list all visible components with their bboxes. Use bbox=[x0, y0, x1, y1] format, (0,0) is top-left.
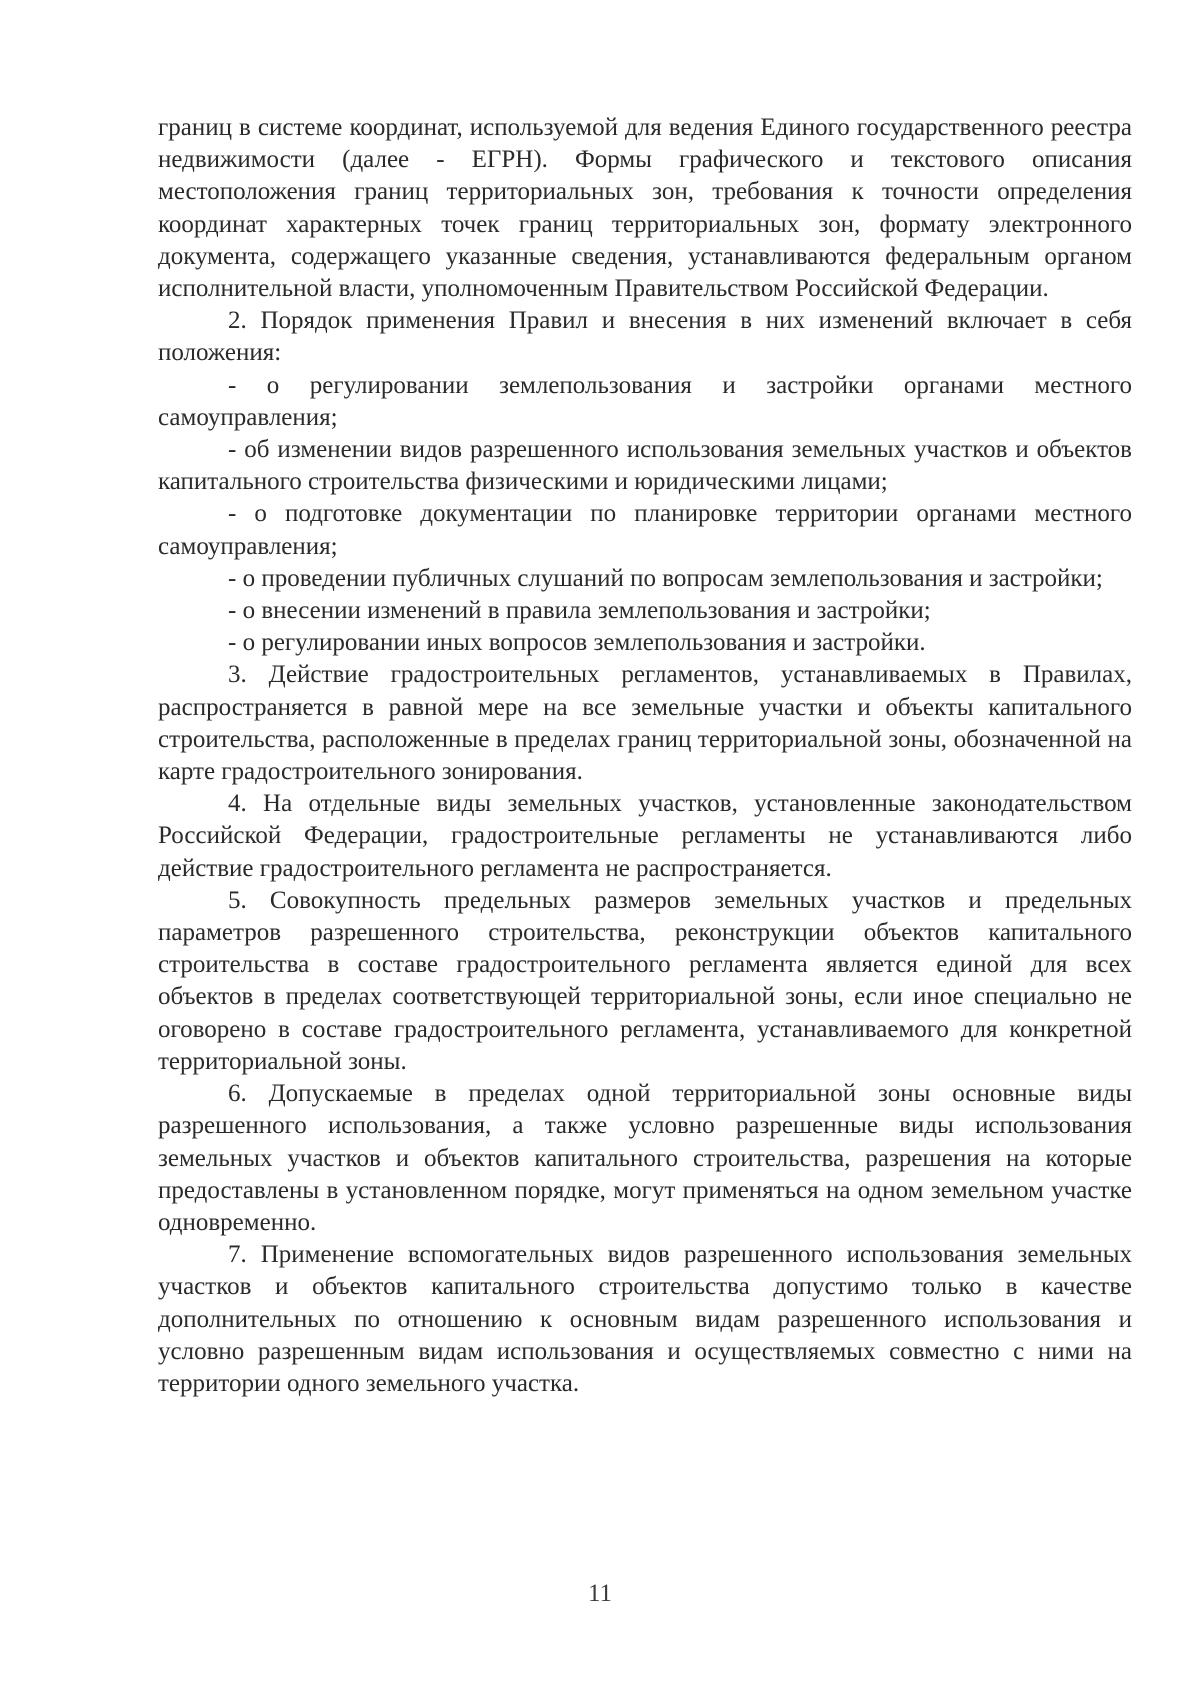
document-body bbox=[158, 112, 1132, 1400]
paragraph-5: 5. Совокупность предельных размеров земельных участков и предельных параметров разрешенного строительства, реконструкции объектов капитального строительства в составе градостроительного регламента является единой для всех объектов в пределах соответствующей территориальной зоны, если иное специально не оговорено в составе градостроительного регламента, устанавливаемого для конкретной территориальной зоны. bbox=[158, 886, 1132, 1075]
list-item-change-of-use: - об изменении видов разрешенного использования земельных участков и объектов капитального строительства физическими и юридическими лицами; bbox=[158, 436, 1132, 496]
paragraph-7: 7. Применение вспомогательных видов разрешенного использования земельных участков и объектов капитального строительства допустимо только в качестве дополнительных по отношению к основным видам разрешенного использования и условно разрешенным видам использования и осуществляемых совместно с ними на территории одного земельного участка. bbox=[158, 1241, 1132, 1397]
paragraph-3: 3. Действие градостроительных регламентов, устанавливаемых в Правилах, распространяется в равной мере на все земельные участки и объекты капитального строительства, расположенные в пределах границ территориальной зоны, обозначенной на карте градостроительного зонирования. bbox=[158, 661, 1132, 786]
page-number: 11 bbox=[587, 1580, 613, 1607]
paragraph-2: 2. Порядок применения Правил и внесения в них изменений включает в себя положения: bbox=[158, 307, 1132, 367]
paragraph-4: 4. На отдельные виды земельных участков, установленные законодательством Российской Федерации, градостроительные регламенты не устанавливаются либо действие градостроительного регламента не распространяется. bbox=[158, 790, 1132, 882]
list-item-public-hearings: - о проведении публичных слушаний по вопросам землепользования и застройки; bbox=[228, 564, 1103, 592]
paragraph-6: 6. Допускаемые в пределах одной территориальной зоны основные виды разрешенного использования, а также условно разрешенные виды использования земельных участков и объектов капитального строительства, разрешения на которые предоставлены в установленном порядке, могут применяться на одном земельном участке одновременно. bbox=[158, 1080, 1132, 1236]
paragraph-continuation: границ в системе координат, используемой для ведения Единого государственного реестра недвижимости (далее - ЕГРН). Формы графического и текстового описания местоположения границ территориальных зон, требования к точности определения координат характерных точек границ территориальных зон, формату электронного документа, содержащего указанные сведения, устанавливаются федеральным органом исполнительной власти, уполномоченным Правительством Российской Федерации. bbox=[158, 114, 1132, 303]
list-item-regulation: - о регулировании землепользования и застройки органами местного самоуправления; bbox=[158, 371, 1132, 431]
list-item-amendments: - о внесении изменений в правила землепользования и застройки; bbox=[228, 597, 931, 625]
list-item-planning-docs: - о подготовке документации по планировке территории органами местного самоуправления; bbox=[158, 500, 1132, 560]
list-item-other-issues: - о регулировании иных вопросов землепользования и застройки. bbox=[228, 629, 926, 657]
